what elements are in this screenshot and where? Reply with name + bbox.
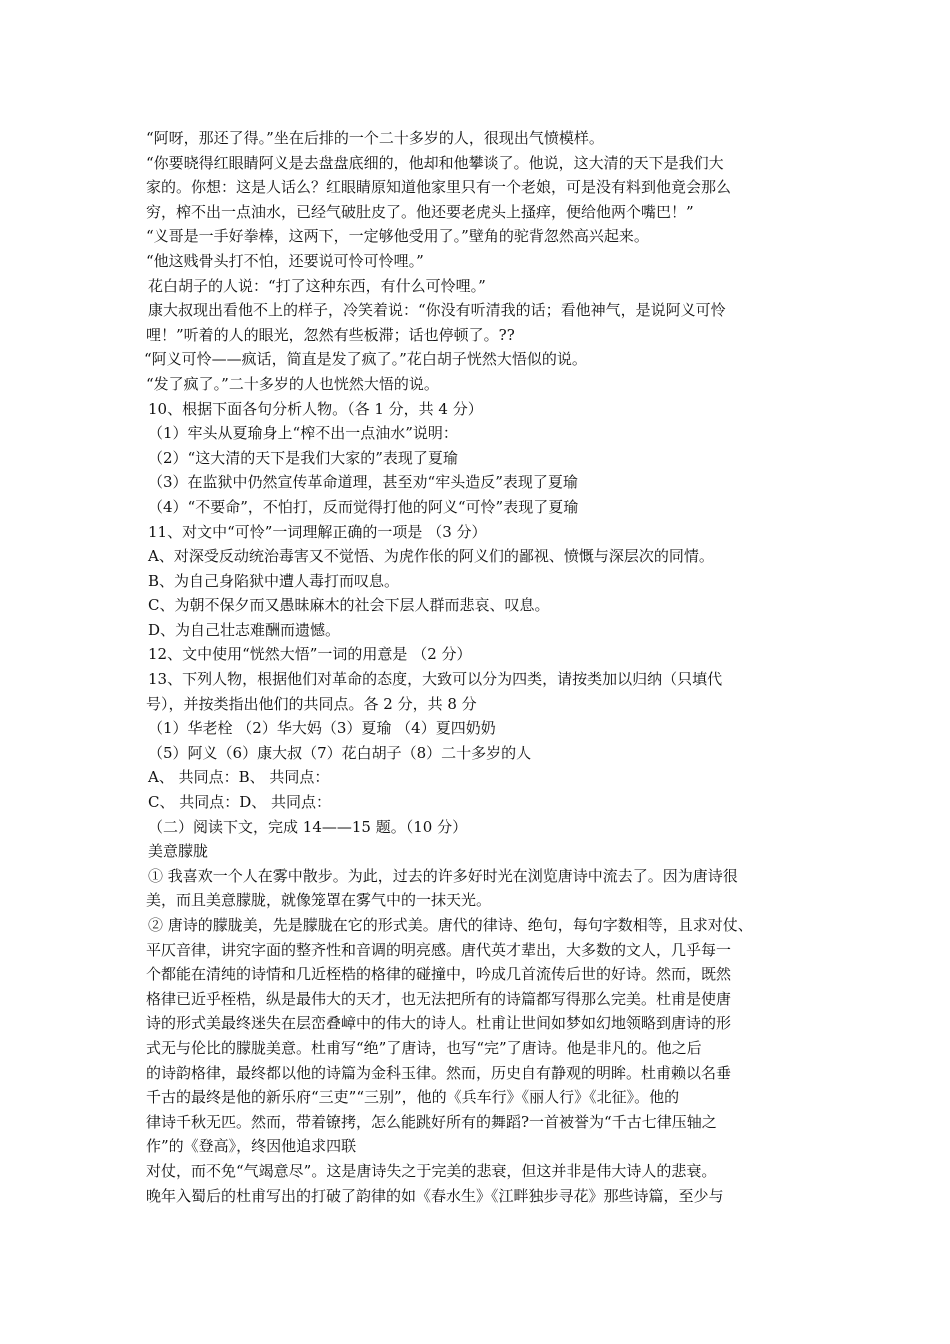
- document-page: [146, 126, 822, 1208]
- question-11-option-a: A、对深受反动统治毒害又不觉悟、为虎作伥的阿义们的鄙视、愤慨与深层次的同情。: [148, 547, 714, 566]
- text-line: 作”的《登高》，终因他追求四联: [146, 1137, 357, 1156]
- text-line: 个都能在清纯的诗情和几近桎梏的格律的碰撞中，吟成几首流传后世的好诗。然而，既然: [146, 965, 732, 984]
- section-2-heading: （二）阅读下文，完成 14——15 题。（10 分）: [148, 817, 468, 836]
- question-10-item-4: （4）“不要命”，不怕打，反而觉得打他的阿义“可怜”表现了夏瑜: [148, 497, 579, 516]
- question-11-option-b: B、为自己身陷狱中遭人毒打而叹息。: [148, 571, 400, 590]
- question-11-option-d: D、为自己壮志难酬而遗憾。: [148, 620, 341, 639]
- text-line: 家的。你想：这是人话么？红眼睛原知道他家里只有一个老娘，可是没有料到他竟会那么: [146, 178, 732, 197]
- text-line: “他这贱骨头打不怕，还要说可怜可怜哩。”: [146, 251, 424, 270]
- text-line: “你要晓得红眼睛阿义是去盘盘底细的，他却和他攀谈了。他说，这大清的天下是我们大: [146, 153, 724, 172]
- question-13-people-2: （5）阿义（6）康大叔（7）花白胡子（8）二十多岁的人: [148, 743, 532, 762]
- text-line: “阿呀，那还了得。”坐在后排的一个二十多岁的人，很现出气愤模样。: [146, 129, 604, 147]
- text-line: 律诗千秋无匹。然而，带着镣拷，怎么能跳好所有的舞蹈?一首被誉为“千古七律压轴之: [146, 1112, 717, 1131]
- text-line: 对仗，而不免“气竭意尽”。这是唐诗失之于完美的悲衰，但这并非是伟大诗人的悲衰。: [146, 1161, 717, 1180]
- question-10-item-2: （2）“这大清的天下是我们大家的”表现了夏瑜: [148, 448, 458, 467]
- text-line: 美，而且美意朦胧，就像笼罩在雾气中的一抹天光。: [146, 891, 492, 910]
- text-line: 哩！”听着的人的眼光，忽然有些板滞；话也停顿了。??: [146, 325, 515, 344]
- text-line: 千古的最终是他的新乐府“三吏”“三别”，他的《兵车行》《丽人行》《北征》。他的: [146, 1088, 680, 1107]
- question-13: 13、下列人物，根据他们对革命的态度，大致可以分为四类，请按类加以归纳（只填代: [148, 670, 723, 689]
- question-11: 11、对文中“可怜”一词理解正确的一项是 （3 分）: [148, 522, 487, 541]
- question-13-people-1: （1）华老栓 （2）华大妈（3）夏瑜 （4）夏四奶奶: [148, 719, 496, 738]
- answer-line-ab: A、 共同点：B、 共同点：: [148, 768, 330, 787]
- text-line: 诗的形式美最终迷失在层峦叠嶂中的伟大的诗人。杜甫让世间如梦如幻地领略到唐诗的形: [146, 1014, 732, 1033]
- text-line: 格律已近乎桎梏，纵是最伟大的天才，也无法把所有的诗篇都写得那么完美。杜甫是使唐: [146, 989, 732, 1008]
- text-line: 花白胡子的人说：“打了这种东西，有什么可怜哩。”: [148, 276, 486, 295]
- question-11-option-c: C、为朝不保夕而又愚昧麻木的社会下层人群而悲哀、叹息。: [148, 596, 550, 615]
- text-line: 康大叔现出看他不上的样子，冷笑着说：“你没有听清我的话；看他神气，是说阿义可怜: [148, 301, 726, 320]
- text-line: 的诗韵格律，最终都以他的诗篇为金科玉律。然而，历史自有静观的明眸。杜甫赖以名垂: [146, 1063, 732, 1082]
- question-10-item-1: （1）牢头从夏瑜身上“榨不出一点油水”说明：: [148, 424, 458, 443]
- text-line: 穷，榨不出一点油水，已经气破肚皮了。他还要老虎头上搔痒，便给他两个嘴巴！”: [146, 202, 694, 221]
- question-10: 10、根据下面各句分析人物。（各 1 分，共 4 分）: [148, 399, 483, 418]
- question-12: 12、文中使用“恍然大悟”一词的用意是 （2 分）: [148, 645, 472, 664]
- question-10-item-3: （3）在监狱中仍然宣传革命道理，甚至劝“牢头造反”表现了夏瑜: [148, 473, 578, 492]
- text-line: “义哥是一手好拳棒，这两下，一定够他受用了。”壁角的驼背忽然高兴起来。: [146, 227, 649, 246]
- answer-line-cd: C、 共同点：D、 共同点：: [148, 793, 332, 812]
- text-line: 晚年入蜀后的杜甫写出的打破了韵律的如《春水生》《江畔独步寻花》那些诗篇，至少与: [146, 1186, 724, 1205]
- text-line: ① 我喜欢一个人在雾中散步。为此，过去的许多好时光在浏览唐诗中流去了。因为唐诗很: [148, 866, 738, 885]
- text-line: 平仄音律，讲究字面的整齐性和音调的明亮感。唐代英才辈出，大多数的文人，几乎每一: [146, 940, 732, 959]
- text-line: ② 唐诗的朦胧美，先是朦胧在它的形式美。唐代的律诗、绝句，每句字数相等，且求对仗、: [148, 916, 753, 934]
- text-line: “阿义可怜——疯话，简直是发了疯了。”花白胡子恍然大悟似的说。: [144, 350, 587, 369]
- text-line: 式无与伦比的朦胧美意。杜甫写“绝”了唐诗，也写“完”了唐诗。他是非凡的。他之后: [146, 1038, 702, 1057]
- essay-title: 美意朦胧: [148, 842, 209, 861]
- text-line: “发了疯了。”二十多岁的人也恍然大悟的说。: [146, 374, 439, 393]
- question-13-cont: 号），并按类指出他们的共同点。各 2 分，共 8 分: [146, 694, 477, 713]
